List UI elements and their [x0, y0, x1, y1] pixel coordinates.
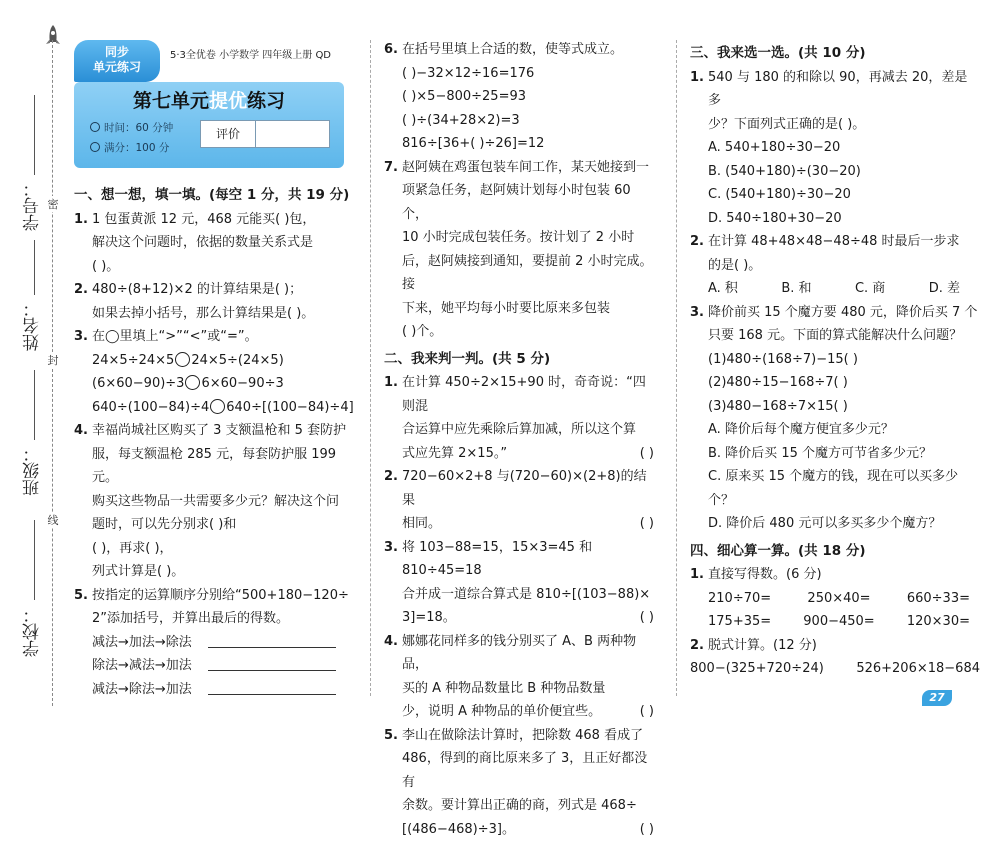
answer-line[interactable]: [208, 634, 336, 648]
judge-answer[interactable]: ( ): [640, 700, 654, 724]
compare-circle[interactable]: [185, 375, 200, 390]
field-class-line[interactable]: [34, 370, 35, 440]
choice-3: 3. 降价前买 15 个魔方要 480 元，降价后买 7 个 只要 168 元。下面的算式能解决什么问题？ (1)480÷(168÷7)−15( ) (2)480÷15−168÷7( ) (3)480−168÷7×15( ) A. 降价后每个魔方便宜多少元？ B. 降价后买 15 个魔方可节省多少元？ C. 原来买 15 个魔方的钱，现在可以买多少个？ D. 降价后 480 元可以多买多少个魔方？: [690, 301, 980, 536]
order-row-1: 减法→加法→除法: [92, 631, 359, 655]
question-1-3: 3. 在◯里填上“>”“<”或“=”。 24×5÷24×5 24×5÷(24×5) (6×60−90)÷3 6×60−90÷3 640÷(100−84)÷4 640÷[(100−84)÷4]: [74, 325, 359, 419]
judge-5: 5. 李山在做除法计算时，把除数 468 看成了 486，得到的商比原来多了 3，且正好都没有 余数。要计算出正确的商，列式是 468÷ [(486−468)÷3]。 ( ): [384, 724, 654, 841]
section-3-title: 三、我来选一选。(共 10 分): [690, 42, 980, 66]
field-student-id-line[interactable]: [34, 95, 35, 175]
calc-2: 2. 脱式计算。(12 分) 800−(325+720÷24) 526+206×18−684: [690, 634, 980, 681]
field-school: 学校：: [20, 606, 40, 657]
worksheet-header: [74, 36, 356, 168]
choice-2: 2. 在计算 48+48×48−48÷48 时最后一步求 的是( )。 A. 积 B. 和 C. 商 D. 差: [690, 230, 980, 301]
badge-line-1: 同步: [74, 45, 160, 60]
grade-label: 评价: [201, 121, 256, 147]
book-meta: 5·3全优卷 小学数学 四年级上册 QD: [170, 46, 331, 61]
clock-icon: [90, 122, 100, 132]
column-divider-1: [370, 40, 371, 696]
question-1-1: 1. 1 包蛋黄派 12 元，468 元能买( )包， 解决这个问题时，依据的数量关系式是 ( )。: [74, 208, 359, 279]
column-3: [690, 38, 980, 681]
section-2-title: 二、我来判一判。(共 5 分): [384, 348, 654, 372]
title-card: [74, 82, 344, 168]
cut-line: [52, 40, 53, 706]
field-class: 班级：: [20, 445, 40, 496]
calc-1: 1. 直接写得数。(6 分) 210÷70= 250×40= 660÷33= 175+35= 900−450= 120×30=: [690, 563, 980, 634]
option: A. 540+180÷30−20: [708, 136, 980, 160]
question-1-5: 5. 按指定的运算顺序分别给“500+180−120÷ 2”添加括号，并算出最后的得数。 减法→加法→除法 除法→减法→加法 减法→除法→加法: [74, 584, 359, 702]
grade-box: [200, 120, 330, 148]
cut-mark-1: 密: [46, 196, 60, 212]
compare-row-3: 640÷(100−84)÷4 640÷[(100−84)÷4]: [92, 396, 359, 420]
order-row-3: 减法→除法→加法: [92, 678, 359, 702]
judge-answer[interactable]: ( ): [640, 606, 654, 630]
judge-answer[interactable]: ( ): [640, 512, 654, 536]
title-suffix: 练习: [247, 90, 285, 112]
compare-circle[interactable]: [175, 352, 190, 367]
question-1-7: 7. 赵阿姨在鸡蛋包装车间工作，某天她接到一 项紧急任务，赵阿姨计划每小时包装 60 个， 10 小时完成包装任务。按计划了 2 小时 后，赵阿姨接到通知，要提前 2 小时完成。接 下来，她平均每小时要比原来多包装 ( )个。: [384, 156, 654, 344]
check-icon: [90, 142, 100, 152]
question-1-4: 4. 幸福尚城社区购买了 3 支额温枪和 5 套防护 服，每支额温枪 285 元，每套防护服 199 元。 购买这些物品一共需要多少元？解决这个问 题时，可以先分别求( )和 ( )，再求( )， 列式计算是( )。: [74, 419, 359, 584]
page-number: 27: [922, 690, 952, 706]
judge-1: 1. 在计算 450÷2×15+90 时，奇奇说：“四则混 合运算中应先乘除后算加减，所以这个算 式应先算 2×15。” ( ): [384, 371, 654, 465]
field-name: 姓名：: [20, 300, 40, 351]
option: B. (540+180)÷(30−20): [708, 160, 980, 184]
compare-row-1: 24×5÷24×5 24×5÷(24×5): [92, 349, 359, 373]
title-highlight: 提优: [209, 90, 247, 112]
page-title: [74, 86, 344, 113]
full-score: 满分：100 分: [104, 142, 169, 154]
binding-strip: [0, 0, 70, 726]
column-1: [74, 180, 359, 701]
judge-3: 3. 将 103−88=15，15×3=45 和 810÷45=18 合并成一道综合算式是 810÷[(103−88)× 3]=18。 ( ): [384, 536, 654, 630]
judge-4: 4. 娜娜花同样多的钱分别买了 A、B 两种物品， 买的 A 种物品数量比 B 种物品数量 少，说明 A 种物品的单价便宜些。 ( ): [384, 630, 654, 724]
field-name-line[interactable]: [34, 240, 35, 295]
column-2: [384, 38, 654, 841]
grade-input[interactable]: [256, 121, 329, 147]
time-limit: 时间：60 分钟: [104, 122, 173, 134]
title-prefix: 第七单元: [133, 90, 209, 112]
question-1-2: 2. 480÷(8+12)×2 的计算结果是( )； 如果去掉小括号，那么计算结果是( )。: [74, 278, 359, 325]
judge-2: 2. 720−60×2+8 与(720−60)×(2+8)的结果 相同。 ( ): [384, 465, 654, 536]
rocket-icon: [44, 24, 62, 50]
column-divider-2: [676, 40, 677, 696]
field-student-id: 学号：: [20, 180, 40, 231]
judge-answer[interactable]: ( ): [640, 442, 654, 466]
choice-1: 1. 540 与 180 的和除以 90，再减去 20，差是多 少？下面列式正确的是( )。 A. 540+180÷30−20 B. (540+180)÷(30−20) C. (540+180)÷30−20 D. 540÷180+30−20: [690, 66, 980, 231]
question-1-6: 6. 在括号里填上合适的数，使等式成立。 ( )−32×12÷16=176 ( )×5−800÷25=93 ( )÷(34+28×2)=3 816÷[36+( )÷26]=12: [384, 38, 654, 156]
unit-badge: [74, 40, 160, 82]
cut-mark-2: 封: [46, 352, 60, 368]
field-school-line[interactable]: [34, 520, 35, 600]
cut-mark-3: 线: [46, 512, 60, 528]
option: C. (540+180)÷30−20: [708, 183, 980, 207]
judge-answer[interactable]: ( ): [640, 818, 654, 841]
answer-line[interactable]: [208, 657, 336, 671]
option: D. 540÷180+30−20: [708, 207, 980, 231]
badge-line-2: 单元练习: [74, 60, 160, 75]
compare-circle[interactable]: [210, 399, 225, 414]
section-1-title: 一、想一想，填一填。(每空 1 分，共 19 分): [74, 184, 359, 208]
order-row-2: 除法→减法→加法: [92, 654, 359, 678]
answer-line[interactable]: [208, 681, 336, 695]
section-4-title: 四、细心算一算。(共 18 分): [690, 540, 980, 564]
compare-row-2: (6×60−90)÷3 6×60−90÷3: [92, 372, 359, 396]
